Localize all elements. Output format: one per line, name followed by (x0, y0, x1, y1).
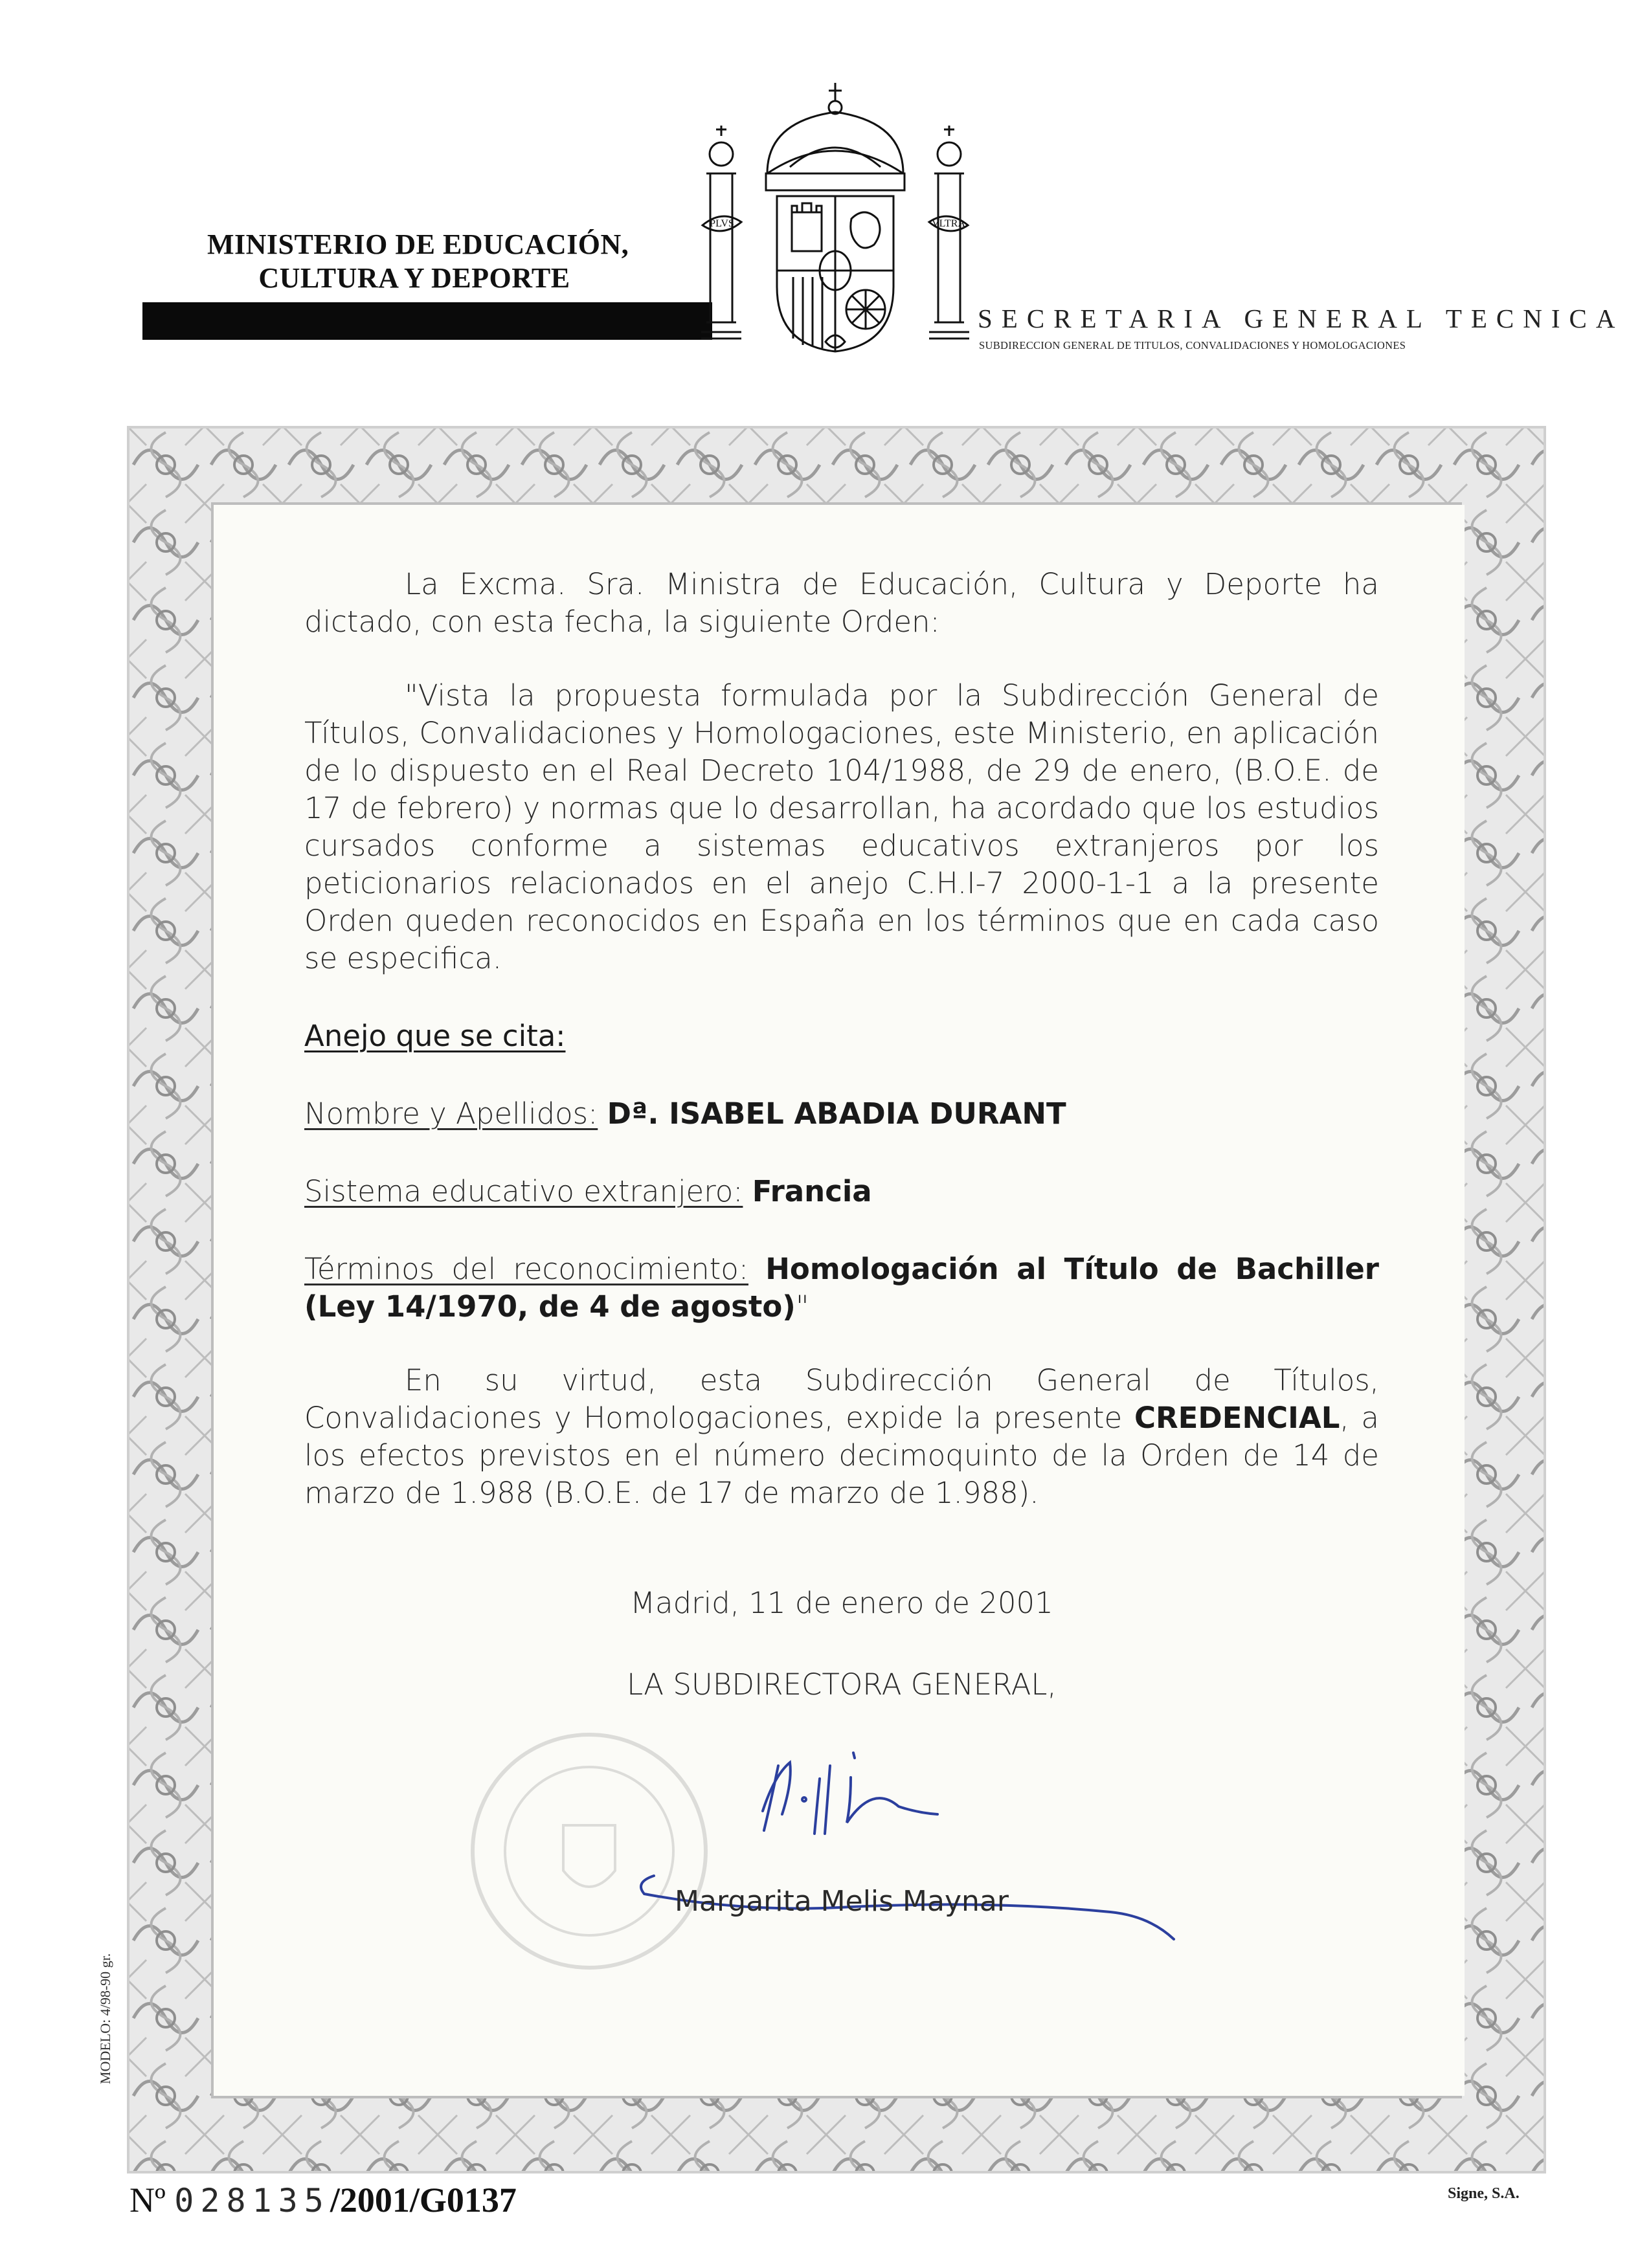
name-row (304, 1095, 1379, 1133)
number-prefix: Nº (129, 2181, 166, 2219)
ministry-name (207, 228, 629, 295)
terms-value: Homologación al Título de Bachiller (Ley 14/1970, de 4 de agosto) (304, 1252, 1379, 1324)
coat-motto-right: VLTRA (932, 218, 965, 229)
annex-heading (304, 1017, 1379, 1055)
document-number (129, 2180, 517, 2220)
terms-row (304, 1251, 1379, 1326)
header-bar (142, 302, 712, 340)
coat-motto-left: PLVS (710, 218, 734, 229)
system-row (304, 1173, 1379, 1210)
system-label: Sistema educativo extranjero: (304, 1174, 743, 1208)
number-suffix: /2001/G0137 (330, 2181, 517, 2219)
signer-title: LA SUBDIRECTORA GENERAL, (627, 1667, 1057, 1702)
ministry-name-line2: CULTURA Y DEPORTE (258, 262, 570, 294)
order-text (304, 566, 1379, 1704)
closing-credential: CREDENCIAL (1134, 1401, 1340, 1435)
ministry-name-line1: MINISTERIO DE EDUCACIÓN, (207, 228, 629, 260)
name-label: Nombre y Apellidos: (304, 1096, 598, 1131)
spanish-coat-of-arms-icon (696, 76, 974, 361)
signer-name: Margarita Melis Maynar (675, 1885, 1009, 1918)
subdepartment-title: SUBDIRECCION GENERAL DE TITULOS, CONVALIDACIONES Y HOMOLOGACIONES (979, 339, 1406, 351)
closing-text-after: , a los efectos previstos en el número decimoquinto de la Orden de 14 de marzo de 1.988 (B.O.E. de 17 de marzo de 1.988). (304, 1401, 1379, 1510)
name-value: Dª. ISABEL ABADIA DURANT (607, 1096, 1066, 1131)
model-code: MODELO: 4/98-90 gr. (97, 1953, 113, 2084)
terms-label: Términos del reconocimiento: (304, 1252, 748, 1286)
serial-number: 028135 (174, 2182, 330, 2219)
department-title: SECRETARIA GENERAL TECNICA (978, 304, 1624, 333)
printer-name: Signe, S.A. (1448, 2185, 1520, 2202)
terms-close-quote: " (795, 1289, 809, 1324)
intro-paragraph: La Excma. Sra. Ministra de Educación, Cultura y Deporte ha dictado, con esta fecha, la siguiente Orden: (304, 567, 1379, 639)
annex-heading-text: Anejo que se cita: (304, 1019, 566, 1053)
closing-text-before: En su virtud, esta Subdirección General de Títulos, Convalidaciones y Homologaciones, expide la presente (304, 1363, 1379, 1435)
order-paragraph: "Vista la propuesta formulada por la Subdirección General de Títulos, Convalidaciones y Homologaciones, este Ministerio, en aplicación de lo dispuesto en el Real Decreto 104/1988, de 29 de enero, (B.O.E. de 17 de febrero) y normas que lo desarrollan, ha acordado que los estudios cursados conforme a sistemas educativos extranjeros por los peticionarios relacionados en el anejo C.H.I-7 2000-1-1 a la presente Orden queden reconocidos en España en los términos que en cada caso se especifica. (304, 678, 1379, 975)
place-date: Madrid, 11 de enero de 2001 (630, 1586, 1053, 1620)
closing-paragraph (304, 1362, 1379, 1512)
system-value: Francia (752, 1174, 872, 1208)
